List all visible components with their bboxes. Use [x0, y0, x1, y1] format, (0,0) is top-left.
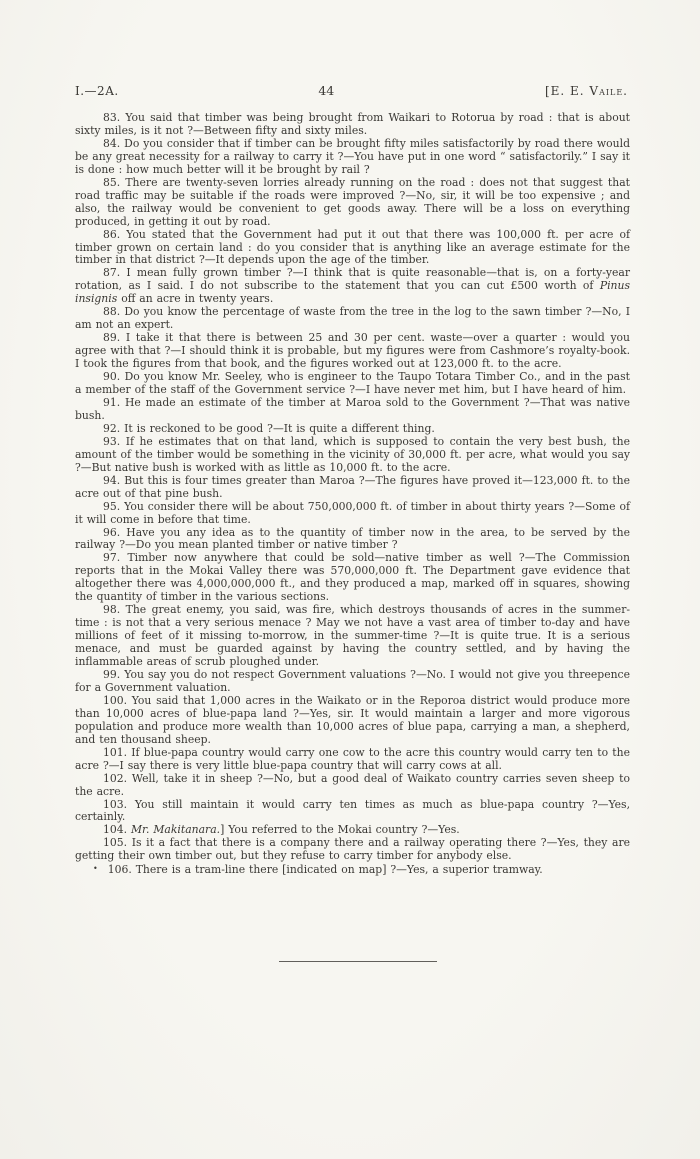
- question-paragraph: [75, 436, 630, 475]
- text-segment: 86. You stated that the Government had put it out that there was 100,000 ft. per acre of timber grown on certain land : do you consider that is anything like an average estimate for the timber in that district ?—It depends upon the age of the timber.: [75, 227, 630, 267]
- question-paragraph: [75, 604, 630, 669]
- question-paragraph: [75, 112, 630, 138]
- question-paragraph: [75, 397, 630, 423]
- question-paragraph: [75, 501, 630, 527]
- folio-reference: I.—2A.: [75, 84, 119, 98]
- question-paragraph: [75, 267, 630, 306]
- text-segment: 89. I take it that there is between 25 and 30 per cent. waste—over a quarter : would you agree with that ?—I should think it is probable, but my figures were from Cashmore’s royalty-book. I took the figures from that book, and the figures worked out at 123,000 ft. to the acre.: [75, 331, 630, 371]
- question-paragraph: [75, 371, 630, 397]
- question-paragraph: [75, 799, 630, 825]
- question-paragraph: [75, 332, 630, 371]
- text-segment: 99. You say you do not respect Government valuations ?—No. I would not give you threepence for a Government valuation.: [75, 667, 630, 694]
- text-segment: ] You referred to the Mokai country ?—Yes.: [220, 823, 460, 837]
- text-segment: 96. Have you any idea as to the quantity of timber now in the area, to be served by the railway ?—Do you mean planted timber or native timber ?: [75, 525, 630, 552]
- text-segment: 101. If blue-papa country would carry one cow to the acre this country would carry ten to the acre ?—I say there is very little blue-papa country that will carry cows at all.: [75, 745, 630, 772]
- text-segment: 91. He made an estimate of the timber at Maroa sold to the Government ?—That was native bush.: [75, 395, 630, 422]
- question-paragraph: [75, 138, 630, 177]
- question-paragraph: [75, 747, 630, 773]
- text-segment: 85. There are twenty-seven lorries already running on the road : does not that suggest that road traffic may be suitable if the roads were improved ?—No, sir, it will be too expensive ; and also, the railway would be convenient to get goods away. There will be a loss on everything produced, in getting it out by road.: [75, 175, 630, 228]
- question-paragraph: [75, 863, 630, 877]
- question-paragraph: [75, 475, 630, 501]
- witness-name: [E. E. Vaile.: [544, 84, 628, 98]
- question-paragraph: [75, 229, 630, 268]
- question-paragraph: [75, 527, 630, 553]
- page-number: 44: [318, 83, 335, 98]
- text-segment: 84. Do you consider that if timber can be brought fifty miles satisfactorily by road there would be any great necessity for a railway to carry it ?—You have put in one word “ satisfactorily.” I say it is done : how much better will it be brought by rail ?: [75, 136, 630, 176]
- text-segment: 94. But this is four times greater than Maroa ?—The figures have proved it—123,000 ft. to the acre out of that pine bush.: [75, 473, 630, 500]
- text-segment: off an acre in twenty years.: [117, 292, 274, 306]
- printers-mark: •: [93, 864, 108, 874]
- question-paragraph: [75, 177, 630, 229]
- text-segment: 90. Do you know Mr. Seeley, who is engineer to the Taupo Totara Timber Co., and in the past a member of the staff of the Government service ?—I have never met him, but I have heard of him.: [75, 370, 630, 397]
- text-segment: 97. Timber now anywhere that could be sold—native timber as well ?—The Commission reports that in the Mokai Valley there was 570,000,000 ft. The Department gave evidence that altogether there was 4,000,000,000 ft., and they produced a map, marked off in squares, showing the quantity of timber in the various sections.: [75, 551, 630, 604]
- text-segment: 93. If he estimates that on that land, which is supposed to contain the very best bush, the amount of the timber would be something in the vicinity of 30,000 ft. per acre, what would you say ?—But native bush is worked with as little as 10,000 ft. to the acre.: [75, 434, 630, 474]
- text-segment: 88. Do you know the percentage of waste from the tree in the log to the sawn timber ?—No, I am not an expert.: [75, 305, 630, 332]
- text-segment: 105. Is it a fact that there is a company there and a railway operating there ?—Yes, they are getting their own timber out, but they refuse to carry timber for anybody else.: [75, 836, 630, 863]
- italic-text: Mr. Makitanara.: [130, 823, 221, 837]
- page-header: [75, 84, 628, 100]
- question-paragraph: [75, 306, 630, 332]
- text-segment: 98. The great enemy, you said, was fire, which destroys thousands of acres in the summer-time : is not that a very serious menace ? May we not have a vast area of timber to-day and have millions of feet of it missing to-morrow, in the summer-time ?—It is quite true. It is a serious menace, and must be guarded against by having the country settled, and by having the inflammable areas of scrub ploughed under.: [75, 603, 630, 669]
- question-paragraph: [75, 669, 630, 695]
- text-segment: 100. You said that 1,000 acres in the Waikato or in the Reporoa district would produce more than 10,000 acres of blue-papa land ?—Yes, sir. It would maintain a larger and more vigorous population and produce more wealth than 10,000 acres of blue papa, carrying a man, a shepherd, and ten thousand sheep.: [75, 693, 630, 746]
- text-segment: 103. You still maintain it would carry ten times as much as blue-papa country ?—Yes, certainly.: [75, 797, 630, 824]
- section-end-divider: [279, 961, 437, 962]
- text-segment: 92. It is reckoned to be good ?—It is quite a different thing.: [103, 421, 435, 435]
- question-paragraph: [75, 837, 630, 863]
- testimony-text: [75, 112, 630, 877]
- question-paragraph: [75, 695, 630, 747]
- question-paragraph: [75, 773, 630, 799]
- text-segment: 104.: [103, 823, 131, 837]
- text-segment: 106. There is a tram-line there [indicated on map] ?—Yes, a superior tramway.: [107, 863, 543, 877]
- text-segment: 95. You consider there will be about 750,000,000 ft. of timber in about thirty years ?—Some of it will come in before that time.: [75, 499, 630, 526]
- question-paragraph: [75, 552, 630, 604]
- italic-text: Pinus insignis: [75, 279, 630, 306]
- text-segment: 87. I mean fully grown timber ?—I think that is quite reasonable—that is, on a forty-year rotation, as I said. I do not subscribe to the statement that you can cut £500 worth of: [75, 266, 630, 293]
- text-segment: 83. You said that timber was being brought from Waikari to Rotorua by road : that is about sixty miles, is it not ?—Between fifty and sixty miles.: [75, 111, 630, 137]
- text-segment: 102. Well, take it in sheep ?—No, but a good deal of Waikato country carries seven sheep to the acre.: [75, 771, 630, 798]
